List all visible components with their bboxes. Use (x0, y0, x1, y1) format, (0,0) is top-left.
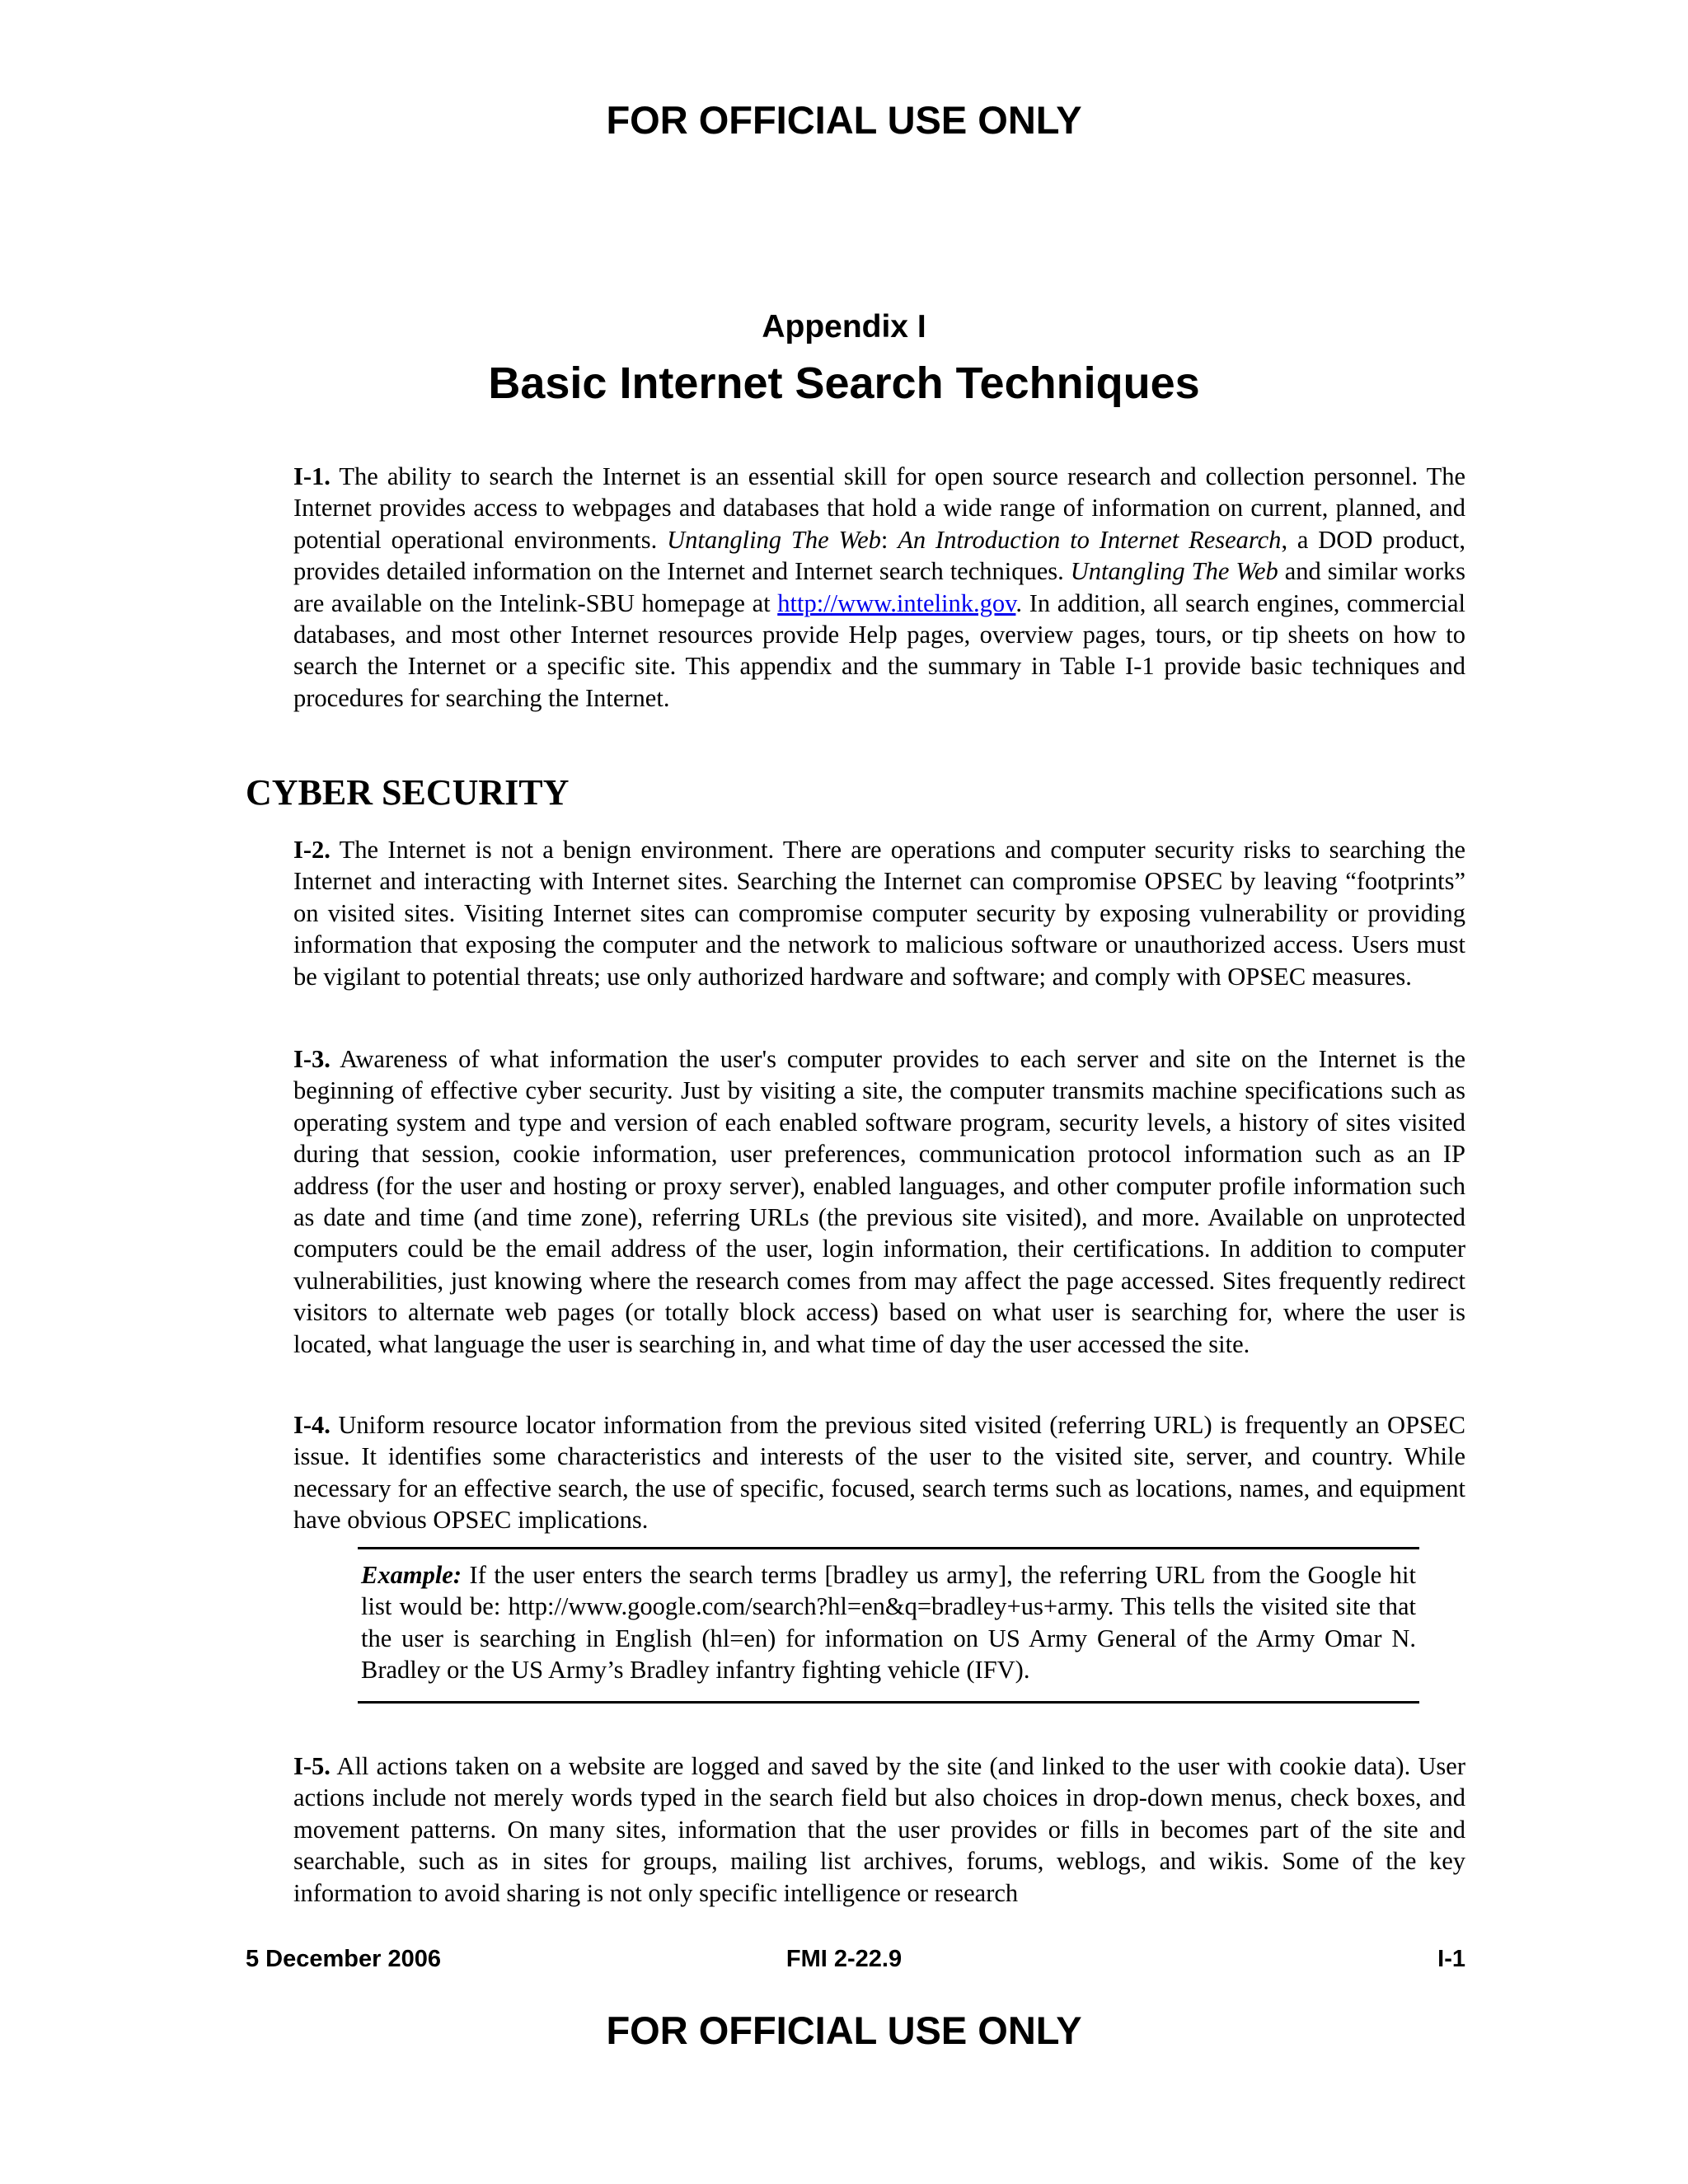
paragraph-text: and similar works are available on the Intelink-SBU homepage at (293, 557, 1466, 617)
paragraph-text: : (880, 525, 898, 554)
paragraph-i-2 (293, 834, 1465, 992)
example-label: Example: (361, 1561, 462, 1589)
citation-title: Untangling The Web (667, 525, 881, 554)
paragraph-number: I-3. (293, 1045, 331, 1073)
citation-subtitle: An Introduction to Internet Research (898, 525, 1282, 554)
classification-banner-bottom: FOR OFFICIAL USE ONLY (606, 2008, 1082, 2052)
paragraph-number: I-5. (293, 1752, 331, 1780)
paragraph-number: I-4. (293, 1411, 331, 1439)
paragraph-i-5 (293, 1750, 1465, 1909)
section-heading-cyber-security: CYBER SECURITY (246, 772, 570, 813)
paragraph-text: All actions taken on a website are logged and saved by the site (and linked to the user with cookie data). User actions include not merely words typed in the search field but also choices in drop-down menus, check boxes, and movement patterns. On many sites, information that the user provides or fills in becomes part of the site and searchable, such as in sites for groups, mailing list archives, forums, weblogs, and wikis. Some of the key information to avoid sharing is not only specific intelligence or research (293, 1752, 1465, 1907)
example-box (358, 1547, 1419, 1704)
paragraph-number: I-2. (293, 836, 331, 864)
paragraph-text: , a DOD product, provides detailed information on the Internet and Internet search techniques. (293, 525, 1465, 586)
example-text: If the user enters the search terms [bradley us army], the referring URL from the Google hit list would be: http://www.google.com/search?hl=en&q=bradley+us+army. This tells the visited site that the user is searching in English (hl=en) for information on US Army General of the Army Omar N. Bradley or the US Army’s Bradley infantry fighting vehicle (IFV). (361, 1561, 1416, 1685)
paragraph-number: I-1. (293, 462, 331, 490)
classification-banner-top: FOR OFFICIAL USE ONLY (606, 98, 1082, 142)
appendix-label: Appendix I (762, 309, 926, 344)
paragraph-i-4 (293, 1409, 1465, 1536)
paragraph-text: Uniform resource locator information from the previous sited visited (referring URL) is frequently an OPSEC issue. It identifies some characteristics and interests of the user to the visited site, server, and country. While necessary for an effective search, the use of specific, focused, search terms such as locations, names, and equipment have obvious OPSEC implications. (293, 1411, 1465, 1535)
footer-date: 5 December 2006 (246, 1946, 441, 1972)
footer-page-number: I-1 (1437, 1946, 1465, 1972)
paragraph-text: Awareness of what information the user's computer provides to each server and site on the Internet is the beginning of effective cyber security. Just by visiting a site, the computer transmits machine specifications such as operating system and type and version of each enabled software program, security levels, a history of sites visited during that session, cookie information, user preferences, communication protocol information such as an IP address (for the user and hosting or proxy server), enabled languages, and other computer profile information such as date and time (and time zone), referring URLs (the previous site visited), and more. Available on unprotected computers could be the email address of the user, login information, their certifications. In addition to computer vulnerabilities, just knowing where the research comes from may affect the page accessed. Sites frequently redirect visitors to alternate web pages (or totally block access) based on what user is searching for, where the user is located, what language the user is searching in, and what time of day the user accessed the site. (293, 1045, 1465, 1358)
intelink-link[interactable]: http://www.intelink.gov (777, 588, 1016, 617)
citation-title: Untangling The Web (1070, 557, 1278, 586)
page-title: Basic Internet Search Techniques (488, 359, 1200, 408)
footer-document-id: FMI 2-22.9 (785, 1946, 903, 1972)
paragraph-text: . In addition, all search engines, commercial databases, and most other Internet resources provide Help pages, overview pages, tours, or tip sheets on how to search the Internet or a specific site. This appendix and the summary in Table I-1 provide basic techniques and procedures for searching the Internet. (293, 588, 1465, 712)
paragraph-text: The ability to search the Internet is an essential skill for open source research and collection personnel. The Internet provides access to webpages and databases that hold a wide range of information on current, planned, and potential operational environments. (293, 462, 1465, 554)
paragraph-text: The Internet is not a benign environment. There are operations and computer security risks to searching the Internet and interacting with Internet sites. Searching the Internet can compromise OPSEC by leaving “footprints” on visited sites. Visiting Internet sites can compromise computer security by exposing vulnerability or providing information that exposing the computer and the network to malicious software or unauthorized access. Users must be vigilant to potential threats; use only authorized hardware and software; and comply with OPSEC measures. (293, 836, 1465, 991)
paragraph-i-3 (293, 1043, 1465, 1360)
paragraph-i-1 (293, 461, 1465, 714)
